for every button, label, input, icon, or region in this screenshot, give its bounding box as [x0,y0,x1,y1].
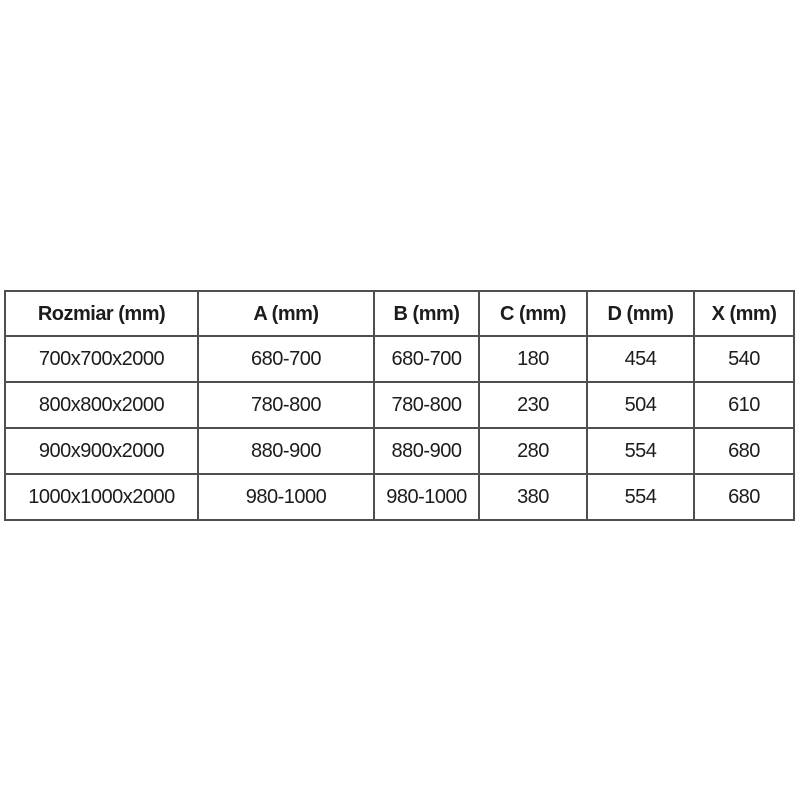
table-cell: 880-900 [198,428,374,474]
table-cell: 800x800x2000 [5,382,198,428]
table-cell: 680-700 [374,336,479,382]
header-cell: C (mm) [479,291,587,336]
table-cell: 454 [587,336,694,382]
table-cell: 980-1000 [374,474,479,520]
header-cell: B (mm) [374,291,479,336]
table-cell: 280 [479,428,587,474]
table-cell: 780-800 [374,382,479,428]
table-cell: 980-1000 [198,474,374,520]
table-row [5,336,794,382]
table-row [5,474,794,520]
table-cell: 900x900x2000 [5,428,198,474]
header-cell: X (mm) [694,291,794,336]
table-cell: 680 [694,474,794,520]
table-row [5,428,794,474]
table-cell: 554 [587,428,694,474]
table-cell: 700x700x2000 [5,336,198,382]
table-cell: 380 [479,474,587,520]
table-cell: 554 [587,474,694,520]
table-cell: 1000x1000x2000 [5,474,198,520]
size-dimensions-table [4,290,795,521]
table-cell: 880-900 [374,428,479,474]
table-cell: 540 [694,336,794,382]
header-cell: Rozmiar (mm) [5,291,198,336]
table-cell: 680-700 [198,336,374,382]
table-header [5,291,794,336]
header-cell: D (mm) [587,291,694,336]
table-cell: 180 [479,336,587,382]
table-body [5,336,794,520]
header-cell: A (mm) [198,291,374,336]
table-cell: 230 [479,382,587,428]
table-row [5,382,794,428]
table-cell: 680 [694,428,794,474]
header-row [5,291,794,336]
table-cell: 780-800 [198,382,374,428]
table-cell: 610 [694,382,794,428]
table-cell: 504 [587,382,694,428]
